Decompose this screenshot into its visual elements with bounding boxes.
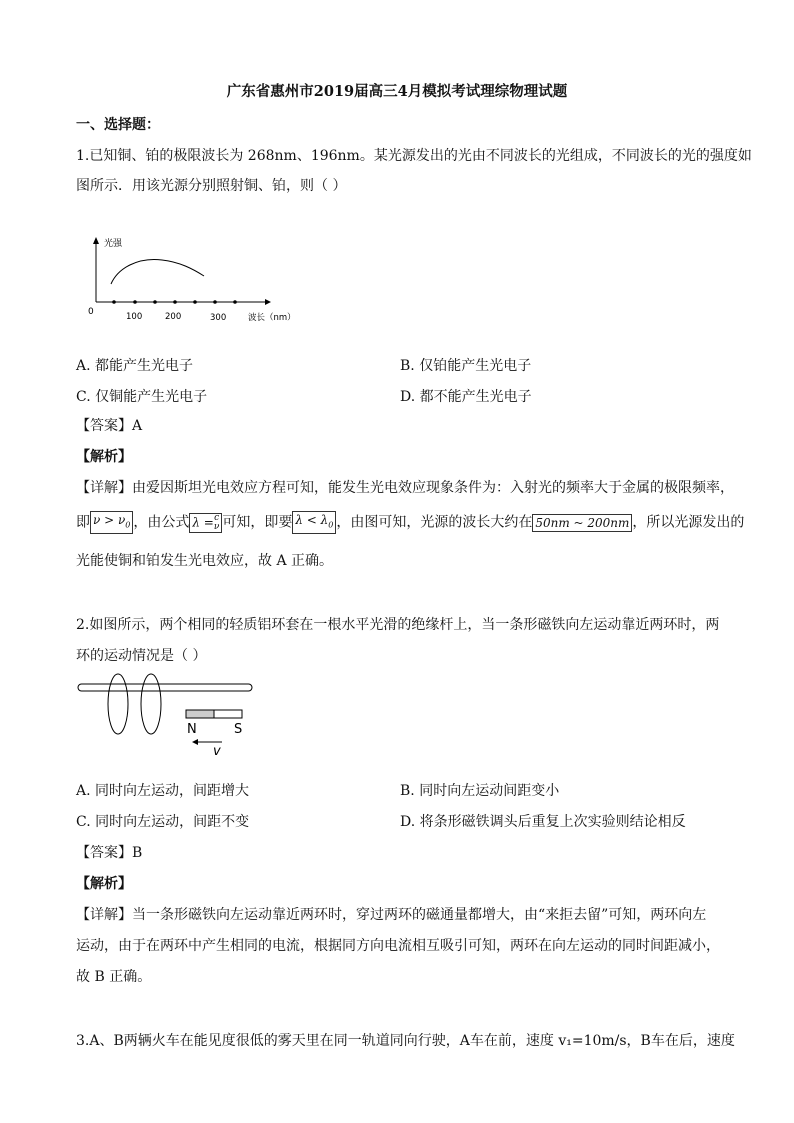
q3-stem-line1: 3.A、B两辆火车在能见度很低的雾天里在同一轨道同向行驶，A车在前，速度 v₁=10m/s，B车在后，速度 <box>76 1033 735 1049</box>
q1-detail-line2: 即 $\nu > \nu_0$ ，由公式 λ = c ν 可知，即要 $\lambda < \lambda_0$ ，由图可知，光源的波长大约在 50nm ~ 200nm ，所以光源发出的 <box>76 511 744 534</box>
q1-detail-line3: 光能使铜和铂发生光电效应，故 A 正确。 <box>76 553 334 569</box>
formula-lambda-lt-lambda0: $\lambda < \lambda_0$ <box>292 511 336 534</box>
q1-stem-line1: 1.已知铜、铂的极限波长为 268nm、196nm。某光源发出的光由不同波长的光组成，不同波长的光的强度如 <box>76 148 752 164</box>
q1-detail-line1: 【详解】由爱因斯坦光电效应方程可知，能发生光电效应现象条件为：入射光的频率大于金属的极限频率， <box>76 480 734 496</box>
q1-option-d[interactable]: D. 都不能产生光电子 <box>400 389 532 405</box>
formula-wavelength-range: 50nm ~ 200nm <box>532 514 632 532</box>
q1-option-a[interactable]: A. 都能产生光电子 <box>76 358 194 374</box>
velocity-arrow-icon <box>192 739 198 745</box>
q1-graph-tick-300: 300 <box>210 313 227 323</box>
formula-lambda-c-over-nu: λ = c ν <box>189 513 222 533</box>
insulating-rod <box>78 684 252 691</box>
q2-option-c[interactable]: C. 同时向左运动，间距不变 <box>76 814 250 830</box>
aluminum-ring-right <box>141 674 161 734</box>
q1-analysis-label: 【解析】 <box>76 449 132 465</box>
q1-option-c[interactable]: C. 仅铜能产生光电子 <box>76 389 208 405</box>
q2-detail-line3: 故 B 正确。 <box>76 969 152 985</box>
q2-option-d[interactable]: D. 将条形磁铁调头后重复上次实验则结论相反 <box>400 814 686 830</box>
q2-analysis-label: 【解析】 <box>76 876 132 892</box>
aluminum-ring-left <box>108 674 128 734</box>
q1-graph-tick-100: 100 <box>126 312 143 322</box>
q2-stem-line2: 环的运动情况是（ ） <box>76 648 207 664</box>
q1-spectrum-graph <box>80 232 310 327</box>
q1-graph-origin: 0 <box>88 307 94 317</box>
q2-option-b[interactable]: B. 同时向左运动间距变小 <box>400 783 560 799</box>
q1-stem-line2: 图所示．用该光源分别照射铜、铂，则（ ） <box>76 178 347 194</box>
q2-detail-line1: 【详解】当一条形磁铁向左运动靠近两环时，穿过两环的磁通量都增大，由“来拒去留”可知，两环向左 <box>76 907 707 923</box>
q2-option-a[interactable]: A. 同时向左运动，间距增大 <box>76 783 250 799</box>
magnet-south-label: S <box>234 722 243 737</box>
q2-detail-line2: 运动，由于在两环中产生相同的电流，根据同方向电流相互吸引可知，两环在向左运动的同时间距减小， <box>76 938 720 954</box>
q1-graph-ylabel: 光强 <box>104 239 123 249</box>
q1-graph-xlabel: 波长（nm） <box>248 313 296 323</box>
q2-rings-magnet-figure <box>76 670 266 760</box>
q1-option-b[interactable]: B. 仅铂能产生光电子 <box>400 358 532 374</box>
q1-intensity-curve <box>111 260 204 284</box>
page-title: 广东省惠州市2019届高三4月模拟考试理综物理试题 <box>226 83 568 100</box>
q2-stem-line1: 2.如图所示，两个相同的轻质铝环套在一根水平光滑的绝缘杆上，当一条形磁铁向左运动靠近两环时，两 <box>76 617 720 633</box>
velocity-label: v <box>213 744 221 759</box>
q2-answer: 【答案】B <box>76 845 143 861</box>
magnet-north-label: N <box>187 722 197 737</box>
formula-nu-gt-nu0: $\nu > \nu_0$ <box>90 511 133 534</box>
section-heading: 一、选择题： <box>76 117 160 133</box>
q1-graph-tick-200: 200 <box>165 312 182 322</box>
q1-answer: 【答案】A <box>76 418 143 434</box>
